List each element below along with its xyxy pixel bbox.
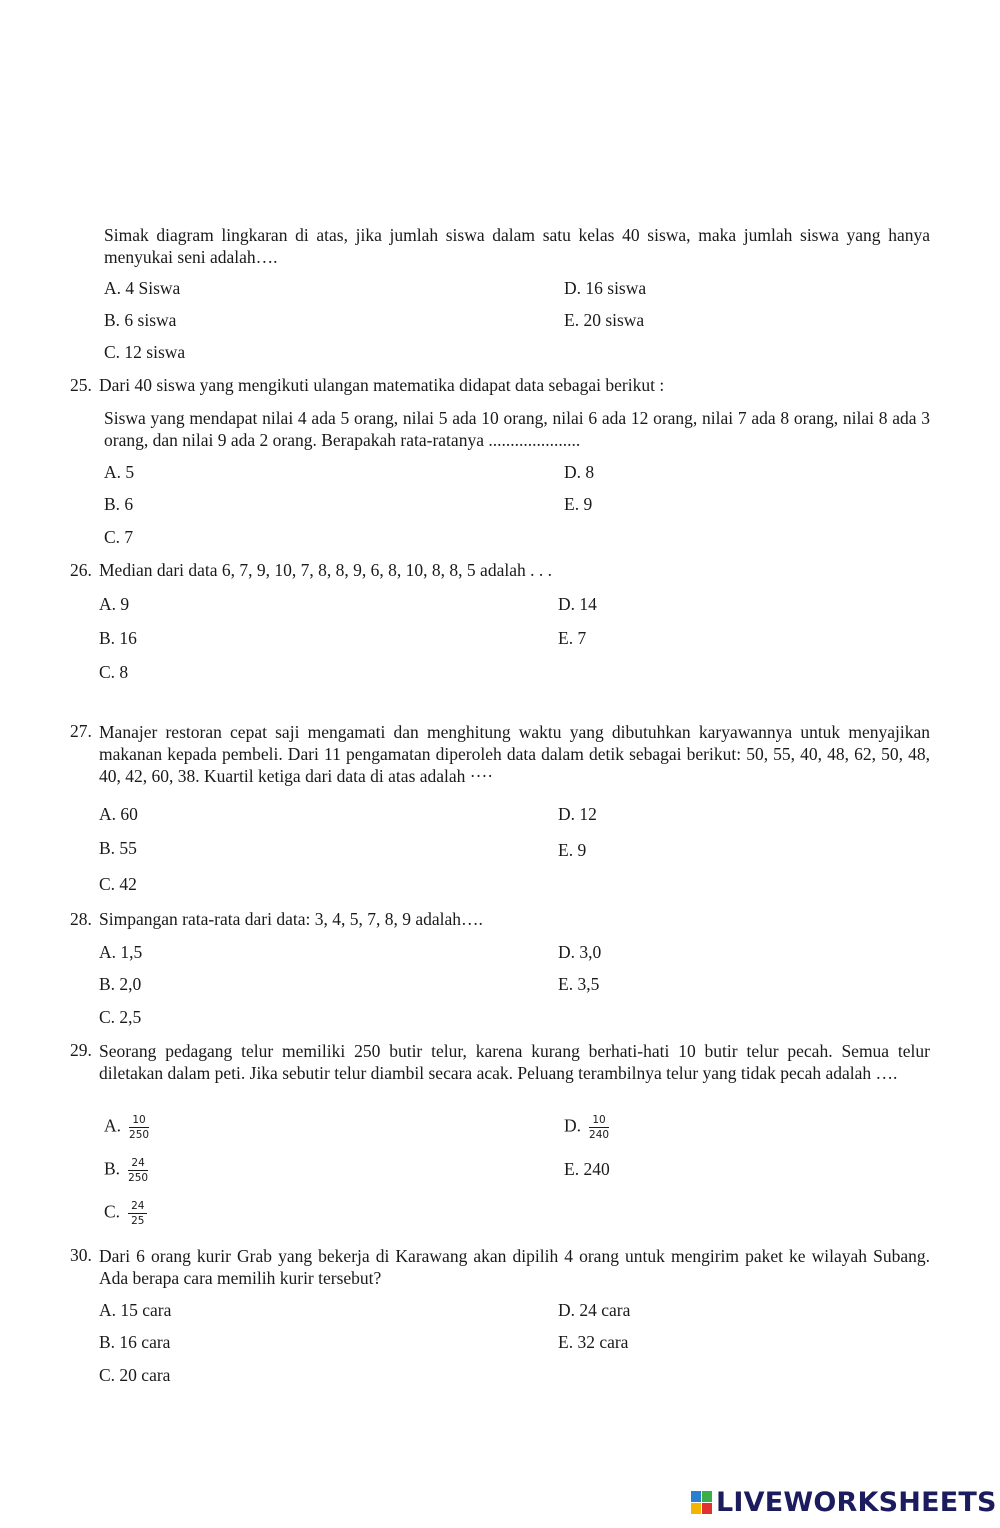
q30-option-e[interactable]: E. 32 cara (558, 1332, 629, 1352)
q29-option-e[interactable]: E. 240 (564, 1159, 610, 1179)
q24-option-e[interactable]: E. 20 siswa (564, 310, 645, 330)
q25-option-a[interactable]: A. 5 (104, 462, 135, 482)
q29-option-c[interactable] (104, 1200, 147, 1227)
q29-number: 29. (70, 1040, 92, 1060)
q29-option-a-label: A. (104, 1115, 122, 1136)
q25-option-b[interactable]: B. 6 (104, 494, 134, 514)
q30-option-c[interactable]: C. 20 cara (99, 1365, 171, 1385)
fraction-numerator: 10 (589, 1114, 608, 1128)
fraction-numerator: 24 (128, 1200, 147, 1214)
q27-option-d[interactable]: D. 12 (558, 804, 597, 824)
q27-question-text: Manajer restoran cepat saji mengamati dan menghitung waktu yang dibutuhkan karyawannya untuk menyajikan makanan kepada pembeli. Dari 11 pengamatan diperoleh data dalam detik sebagai berikut: 50, 55, 40, 48, 62, 50, 48, 40, 42, 60, 38. Kuartil ketiga dari data di atas adalah ···· (99, 722, 930, 786)
q25-question-text: Dari 40 siswa yang mengikuti ulangan matematika didapat data sebagai berikut : (99, 375, 665, 395)
q29-option-d-fraction (589, 1114, 609, 1141)
q30-option-a[interactable]: A. 15 cara (99, 1300, 172, 1320)
q26-option-a[interactable]: A. 9 (99, 594, 130, 614)
q28-option-c[interactable]: C. 2,5 (99, 1007, 142, 1027)
liveworksheets-logo (691, 1487, 997, 1518)
q25-option-e[interactable]: E. 9 (564, 494, 593, 514)
q27-option-e[interactable]: E. 9 (558, 840, 587, 860)
q26-option-b[interactable]: B. 16 (99, 628, 137, 648)
q24-option-d[interactable]: D. 16 siswa (564, 278, 647, 298)
brand-name: LIVEWORKSHEETS (716, 1487, 997, 1518)
q30-option-d[interactable]: D. 24 cara (558, 1300, 631, 1320)
q30-question-text: Dari 6 orang kurir Grab yang bekerja di Karawang akan dipilih 4 orang untuk mengirim paket ke wilayah Subang. Ada berapa cara memilih kurir tersebut? (99, 1246, 930, 1288)
q25-number: 25. (70, 375, 92, 395)
q30-number: 30. (70, 1245, 92, 1265)
q25-option-d[interactable]: D. 8 (564, 462, 595, 482)
liveworksheets-icon (691, 1491, 713, 1515)
q26-option-d[interactable]: D. 14 (558, 594, 597, 614)
fraction-denominator: 250 (129, 1129, 150, 1141)
q25-option-c[interactable]: C. 7 (104, 527, 134, 547)
fraction-numerator: 10 (129, 1114, 148, 1128)
q29-option-c-fraction (128, 1200, 147, 1227)
q27-option-b[interactable]: B. 55 (99, 838, 137, 858)
q24-option-a[interactable]: A. 4 Siswa (104, 278, 181, 298)
q24-option-b[interactable]: B. 6 siswa (104, 310, 177, 330)
fraction-denominator: 240 (589, 1129, 610, 1141)
q29-option-d-label: D. (564, 1115, 582, 1136)
q28-option-b[interactable]: B. 2,0 (99, 974, 142, 994)
q28-option-e[interactable]: E. 3,5 (558, 974, 600, 994)
q25-data-description: Siswa yang mendapat nilai 4 ada 5 orang, nilai 5 ada 10 orang, nilai 6 ada 12 orang, nilai 7 ada 8 orang, nilai 8 ada 3 orang, dan nilai 9 ada 2 orang. Berapakah rata-ratanya ..................... (104, 408, 930, 450)
q28-question-text: Simpangan rata-rata dari data: 3, 4, 5, 7, 8, 9 adalah…. (99, 909, 483, 929)
q26-number: 26. (70, 560, 92, 580)
q29-option-a[interactable] (104, 1114, 149, 1141)
q27-option-a[interactable]: A. 60 (99, 804, 138, 824)
q29-option-b-fraction (128, 1157, 148, 1184)
q26-question-text: Median dari data 6, 7, 9, 10, 7, 8, 8, 9, 6, 8, 10, 8, 8, 5 adalah . . . (99, 560, 552, 580)
q26-option-e[interactable]: E. 7 (558, 628, 587, 648)
q28-number: 28. (70, 909, 92, 929)
q27-number: 27. (70, 721, 92, 741)
q29-option-a-fraction (129, 1114, 149, 1141)
q28-option-a[interactable]: A. 1,5 (99, 942, 143, 962)
q26-option-c[interactable]: C. 8 (99, 662, 129, 682)
fraction-denominator: 250 (128, 1172, 149, 1184)
q29-option-b-label: B. (104, 1158, 121, 1179)
q29-question-text: Seorang pedagang telur memiliki 250 butir telur, karena kurang berhati-hati 10 butir telur pecah. Semua telur diletakan dalam peti. Jika sebutir telur diambil secara acak. Peluang terambilnya telur yang tidak pecah adalah …. (99, 1041, 930, 1083)
q28-option-d[interactable]: D. 3,0 (558, 942, 602, 962)
fraction-numerator: 24 (128, 1157, 147, 1171)
fraction-denominator: 25 (131, 1215, 145, 1227)
q29-option-c-label: C. (104, 1201, 121, 1222)
q29-option-b[interactable] (104, 1157, 148, 1184)
q29-option-d[interactable] (564, 1114, 609, 1141)
q24-option-c[interactable]: C. 12 siswa (104, 342, 186, 362)
q30-option-b[interactable]: B. 16 cara (99, 1332, 171, 1352)
q27-option-c[interactable]: C. 42 (99, 874, 137, 894)
q24-question-text: Simak diagram lingkaran di atas, jika jumlah siswa dalam satu kelas 40 siswa, maka jumlah siswa yang hanya menyukai seni adalah…. (104, 225, 930, 267)
